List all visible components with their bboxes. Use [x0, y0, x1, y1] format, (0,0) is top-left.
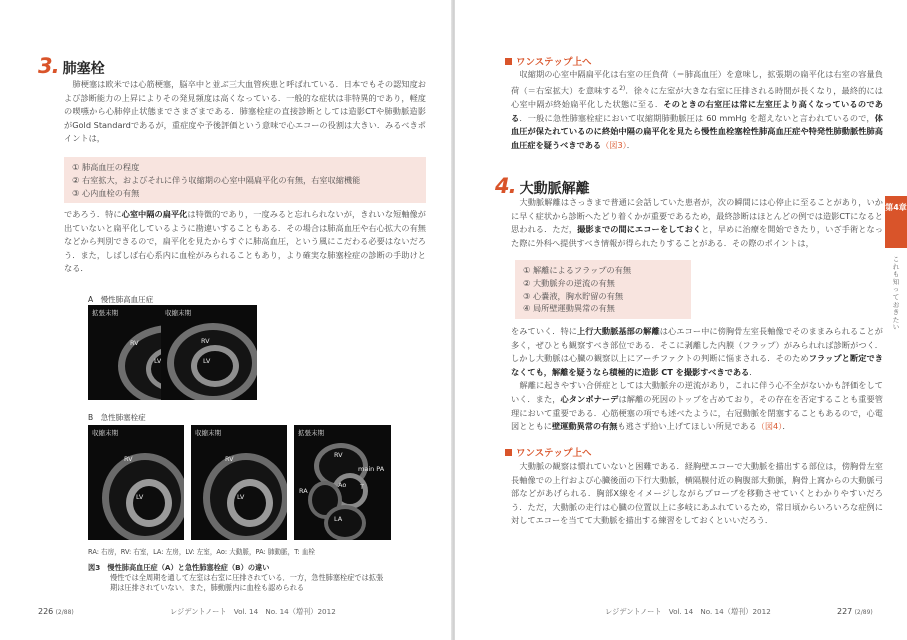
onestep-paragraph: [511, 68, 883, 152]
para2: [64, 208, 426, 276]
section-number: 3.: [38, 54, 59, 78]
text: 収縮期の心室中隔扁平化は右室の圧負荷（＝肺高血圧）を意味し，拡張期の扁平化は右室の容量負荷（＝右室拡大）を意味する: [511, 69, 883, 96]
point-item: ② 大動脈弁の逆流の有無: [523, 277, 615, 288]
text: をみていく．特に: [511, 326, 578, 336]
points-box: [64, 157, 426, 203]
square-bullet-icon: [505, 58, 512, 65]
chamber-tag: LV: [237, 493, 245, 501]
bold-text: 上行大動脈基部の解離: [577, 326, 660, 336]
para2-bold: 心室中隔の扁平化: [121, 209, 188, 219]
onestep-1-text: [511, 68, 883, 152]
square-bullet-icon: [505, 449, 512, 456]
para2-text: であろう．特に: [64, 209, 122, 219]
caption-title: 慢性肺高血圧症（A）と急性肺塞栓症（B）の違い: [107, 563, 270, 572]
right-footer-page: [837, 607, 873, 616]
onestep-paragraph: 大動脈の観察は慣れていないと困難である．経胸壁エコーで大動脈を描出する部位は，傍胸骨左室長軸像での上行および心臓後面の下行大動脈，横隔膜付近の胸腹部大動脈，胸骨上窩からの大動脈弓部などがあげられる．胸部X線をイメージしながらプローブを移動させていくとわかりやすいだろう．ただ，大動脈の走行は心臓の位置以上に多岐にあふれているため，常日頃からいろいろな症例に対してエコーを当てて大動脈を描出する練習をしておくといいだろう．: [511, 461, 883, 526]
figure-panel-a-label: A 慢性肺高血圧症: [88, 295, 154, 304]
chamber-tag: RV: [334, 451, 343, 459]
phase-tag: 収縮末期: [165, 309, 191, 317]
bold-text: 壁運動異常の有無: [551, 421, 618, 432]
bold-text: フラップと断定できなくても，解離を疑うなら積極的に造影 CT を撮影すべきである: [511, 353, 883, 377]
bold-text: 撮影までの間にエコーをしておく: [577, 224, 702, 235]
section-title: 大動脈解離: [519, 181, 590, 197]
bold-text: 体血圧が保たれているのに終始中隔の扁平化を見たら慢性血栓塞栓性肺高血圧症や特発性肺動脈性肺高血圧症を疑うべきである: [511, 112, 883, 150]
text: ．徐々に左室が大きな右室に圧排される時間が長くなり，最終的には心室中隔が終始扁平化した状態に至る．: [511, 85, 883, 109]
figure-ref[interactable]: （図3）: [601, 139, 627, 150]
onestep-title: ワンステップ上へ: [516, 57, 592, 68]
section-3-heading: [38, 54, 105, 78]
intro-paragraph: 肺梗塞は欧米では心筋梗塞，脳卒中と並ぶ三大血管疾患と呼ばれている．日本でもその認知度および診断能力の上昇によりその発見頻度は高くなっている．一般的な症状は非特異的であり，軽度の喫嚥から心肺停止状態までさまざまである．肺塞栓症の直接診断としては造影CTや肺動脈造影がGold Standardであるが，重症度や予後評価という意味で心エコーの役割は大きい．みるべきポイントは，: [64, 79, 426, 144]
left-page: [0, 0, 452, 640]
chamber-tag: LV: [136, 493, 144, 501]
onestep-heading-2: [505, 445, 592, 459]
text: と，早めに治療を開始できたり，いざ手術となった際に外科へ提供すべき情報が得られたりすることがある．その際のポイントは，: [511, 224, 883, 248]
echo-image-a2: [161, 305, 257, 400]
chapter-subtitle: これも知っておきたい: [892, 255, 900, 332]
figure-caption: [88, 563, 388, 593]
section-3-intro: [64, 78, 426, 146]
echo-image-b3: [294, 425, 391, 540]
phase-tag: 拡張末期: [92, 309, 118, 317]
left-footer-journal: レジデントノート Vol. 14 No. 14（増刊）2012: [170, 607, 336, 616]
onestep-2-text: [511, 460, 883, 528]
points-box-2: [515, 260, 691, 319]
left-footer-page: [38, 607, 74, 616]
phase-tag: 拡張末期: [298, 429, 324, 437]
echo-image-b1: [88, 425, 184, 540]
para2: [511, 325, 883, 379]
section-number: 4.: [495, 174, 516, 198]
chamber-tag: RV: [201, 337, 210, 345]
section-4-heading: [495, 174, 590, 198]
right-footer-journal: レジデントノート Vol. 14 No. 14（増刊）2012: [605, 607, 771, 616]
chamber-tag: LV: [154, 357, 162, 365]
page-sub: (2/88): [55, 609, 74, 616]
section-3-para2: [64, 208, 426, 276]
section-title: 肺塞栓: [62, 61, 105, 77]
chapter-tab[interactable]: 第4章: [885, 196, 907, 248]
intro-paragraph: [511, 196, 883, 250]
text: は解離の死因のトップを占めており，その存在を否定することも重要管理において重要である．心筋梗塞の項でも述べたように，右冠動脈を閉塞することもあるので，心電図とともに: [511, 393, 883, 432]
text: ．: [626, 139, 635, 150]
text: 大動脈解離はさっきまで普通に会話していた患者が，次の瞬間には心停止に至ることがあり，いかに早く症状から診断へたどり着くかが重要であるため，最終診断はほとんどの例では造影CTになると思われる．ただ，: [511, 197, 883, 235]
chamber-tag: T: [360, 483, 364, 491]
chamber-tag: LA: [334, 515, 343, 523]
point-item: ③ 心嚢液，胸水貯留の有無: [523, 290, 624, 301]
point-item: ① 肺高血圧の程度: [72, 162, 140, 172]
chamber-tag: main PA: [358, 465, 385, 473]
text: も逃さず拾い上げてほしい所見である: [617, 421, 757, 432]
bold-text: 心タンポナーデ: [560, 393, 619, 404]
point-item: ③ 心内血栓の有無: [72, 187, 140, 198]
caption-body: 慢性では全周期を通して左室は右室に圧排されている．一方，急性肺塞栓症では拡張期は圧排されていない．また，肺動脈内に血栓も認められる: [110, 573, 384, 592]
onestep-heading-1: [505, 54, 592, 68]
chamber-tag: RV: [124, 455, 133, 463]
text: 解離に起きやすい合併症としては大動脈弁の逆流があり，これに伴う心不全がないかも評価をしていく．また，: [511, 380, 883, 404]
section-4-body: [511, 325, 883, 434]
figure-ref[interactable]: （図4）: [756, 421, 783, 432]
page-number: 226: [38, 607, 54, 616]
text: ．一般に急性肺塞栓症において収縮期肺動脈圧は 60 mmHg を超えないと言われているので，: [519, 112, 875, 123]
chamber-tag: LV: [203, 357, 211, 365]
echo-image-b2: [191, 425, 287, 540]
page-number: 227: [837, 607, 853, 616]
page-sub: (2/89): [854, 609, 873, 616]
right-page: [455, 0, 907, 640]
section-4-intro: [511, 196, 883, 250]
onestep-title: ワンステップ上へ: [516, 448, 592, 459]
figure-legend: RA: 右房，RV: 右室，LA: 左房，LV: 左室，Ao: 大動脈，PA: 肺動脈，T: 血栓: [88, 548, 316, 556]
citation: 2): [619, 84, 626, 92]
text: は心エコー中に傍胸骨左室長軸像でそのままみられることが多く，ぜひとも観察すべき部位である．そこに剥離した内膜（フラップ）がみられれば診断がつく．しかし大動脈は心臓の観察以上にアーチファクトの判断に悩まされる．そのため: [511, 326, 883, 364]
bold-text: そのときの右室圧は常に左室圧より高くなっているのである: [511, 98, 883, 123]
caption-number: 図3: [88, 563, 101, 572]
para3: [511, 379, 883, 433]
point-item: ② 右室拡大，およびそれに伴う収縮期の心室中隔扁平化の有無，右室収縮機能: [72, 174, 361, 185]
chamber-tag: RV: [130, 339, 139, 347]
point-item: ① 解離によるフラップの有無: [523, 265, 632, 275]
chamber-tag: RA: [299, 487, 308, 495]
text: ．: [749, 366, 758, 377]
para2-text: は特徴的であり，一度みると忘れられないが，きれいな短軸像が出ていないと扁平化しているように勘違いすることもある．その場合は肺高血圧や右心拡大の有無などから判別できるので，扁平化を見たからすぐに肺高血圧，という風にこだわる必要はないだろう．また，しばしば右心系内に血栓がみられることもあり，より確実な肺塞栓症の診断の手助けとなる．: [64, 209, 426, 274]
chamber-tag: Ao: [338, 481, 347, 489]
text: ．: [782, 421, 791, 432]
chamber-tag: RV: [225, 455, 234, 463]
phase-tag: 収縮末期: [92, 429, 118, 437]
point-item: ④ 局所壁運動異常の有無: [523, 303, 615, 314]
phase-tag: 収縮末期: [195, 429, 221, 437]
figure-panel-b-label: B 急性肺塞栓症: [88, 413, 146, 422]
